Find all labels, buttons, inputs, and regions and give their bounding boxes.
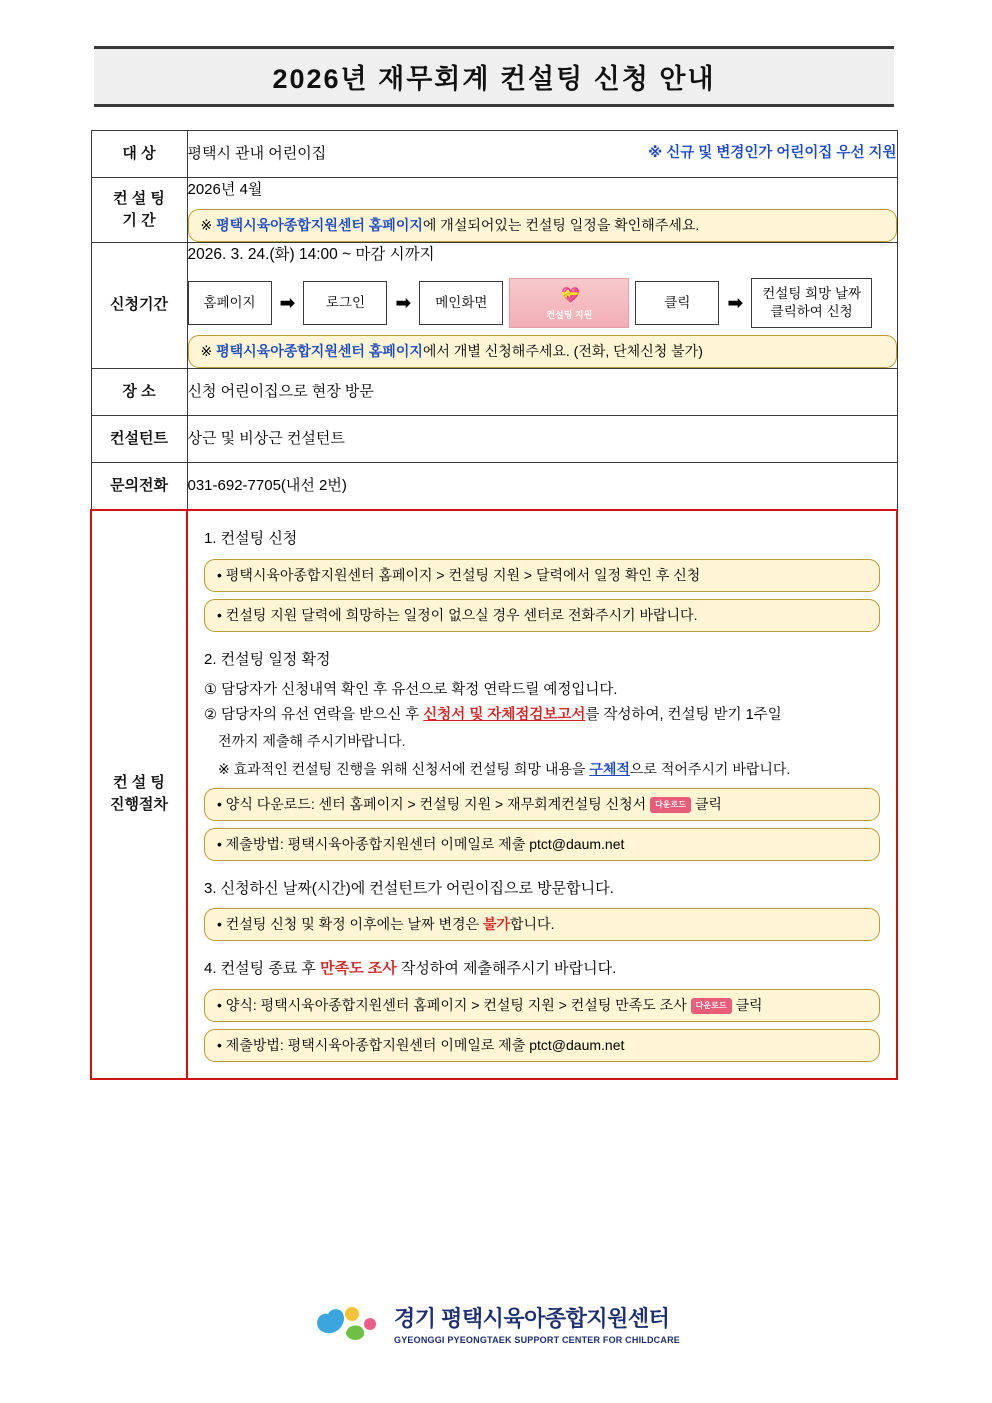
procedure-step1-highlight-1: • 평택시육아종합지원센터 홈페이지 > 컨설팅 지원 > 달력에서 일정 확인 후 신청 [204,559,880,592]
consulting-support-banner [509,278,629,328]
document-title-bar [94,46,894,107]
procedure-step2-item2-cont: 전까지 제출해 주시기바랍니다. [218,732,406,749]
step4-hl1-b: 클릭 [731,996,763,1013]
step2-note-blue: 구체적 [589,761,630,778]
row-label-procedure: 컨 설 팅 진행절차 [91,510,187,1079]
step3-hl-b: 합니다. [510,916,555,933]
step3-hl-red: 불가 [482,916,510,933]
step3-hl-a: • 컨설팅 신청 및 확정 이후에는 날짜 변경은 [217,916,483,933]
apply-flow-diagram [188,278,897,328]
period-hl-prefix: ※ [200,217,217,233]
row-value-target [187,131,897,178]
flow-step-login: 로그인 [303,281,387,325]
arrow-icon: ➡ [727,292,744,314]
info-table [90,130,898,1080]
period-hl-rest: 에 개설되어있는 컨설팅 일정을 확인해주세요. [422,217,700,233]
table-row-procedure [91,510,897,1079]
step4-title-b: 작성하여 제출해주시기 바랍니다. [396,960,617,978]
period-value: 2026년 4월 [187,181,263,198]
step2-note-b: 으로 적어주시기 바랍니다. [629,761,791,778]
target-note: ※ 신규 및 변경인가 어린이집 우선 지원 [648,145,897,162]
table-row-phone [91,463,897,511]
procedure-step2-note [218,758,880,781]
arrow-icon: ➡ [395,292,412,314]
flow-step-homepage: 홈페이지 [188,281,272,325]
hearts-icon: 💝 [561,286,578,304]
procedure-step4-title [204,957,880,981]
procedure-step3-highlight [204,908,880,941]
footer-logo-sub: GYEONGGI PYEONGTAEK SUPPORT CENTER FOR CHILDCARE [394,1334,680,1345]
table-row-period [91,178,897,243]
procedure-step3-title: 3. 신청하신 날짜(시간)에 컨설턴트가 어린이집으로 방문합니다. [204,880,614,898]
row-value-phone: 031-692-7705(내선 2번) [187,463,897,511]
row-label-period: 컨 설 팅 기 간 [91,178,187,243]
apply-hl-rest: 에서 개별 신청해주세요. (전화, 단체신청 불가) [422,343,703,360]
table-row-target [91,131,897,178]
row-label-target: 대 상 [91,131,187,178]
apply-hl-prefix: ※ [200,343,217,360]
apply-hl-blue: 평택시육아종합지원센터 홈페이지 [216,343,423,360]
procedure-step2-item1: ① 담당자가 신청내역 확인 후 유선으로 확정 연락드릴 예정입니다. [204,681,618,698]
flow-step-click: 클릭 [635,281,719,325]
apply-highlight [188,335,897,368]
row-value-consultant: 상근 및 비상근 컨설턴트 [187,416,897,463]
procedure-step2-highlight-1 [204,788,880,821]
procedure-step2-highlight-2: • 제출방법: 평택시육아종합지원센터 이메일로 제출 ptct@daum.net [204,828,880,861]
table-row-place [91,369,897,416]
flow-step-mainscreen: 메인화면 [419,281,503,325]
row-label-consultant: 컨설턴트 [91,416,187,463]
row-value-place: 신청 어린이집으로 현장 방문 [187,369,897,416]
procedure-step4-highlight-1 [204,989,880,1022]
download-badge-icon[interactable]: 다운로드 [691,998,732,1014]
row-value-period [187,178,897,243]
arrow-icon: ➡ [279,292,296,314]
apply-date: 2026. 3. 24.(화) 14:00 ~ 마감 시까지 [187,246,435,263]
procedure-step2-item2 [204,704,880,727]
center-logo-icon [312,1300,382,1346]
step4-title-a: 4. 컨설팅 종료 후 [204,960,321,978]
page-title: 2026년 재무회계 컨설팅 신청 안내 [272,64,716,94]
footer-logo [0,1300,992,1346]
procedure-step2-title: 2. 컨설팅 일정 확정 [204,650,331,668]
row-value-apply [187,243,897,369]
procedure-step4-highlight-2: • 제출방법: 평택시육아종합지원센터 이메일로 제출 ptct@daum.net [204,1029,880,1062]
table-row-consultant [91,416,897,463]
procedure-step1-highlight-2: • 컨설팅 지원 달력에 희망하는 일정이 없으실 경우 센터로 전화주시기 바랍니다. [204,599,880,632]
step4-hl1-a: • 양식: 평택시육아종합지원센터 홈페이지 > 컨설팅 지원 > 컨설팅 만족도 조사 [217,996,691,1013]
step2-hl1-b: 클릭 [691,796,722,813]
step2-item2-b: 를 작성하여, 컨설팅 받기 1주일 [585,707,782,724]
footer-logo-text [394,1302,680,1345]
row-label-place: 장 소 [91,369,187,416]
target-value: 평택시 관내 어린이집 [187,145,327,162]
flow-step-select-date-l1: 컨설팅 희망 날짜 [762,285,862,301]
flow-step-select-date-l2: 클릭하여 신청 [770,304,853,320]
step2-hl1-a: • 양식 다운로드: 센터 홈페이지 > 컨설팅 지원 > 재무회계컨설팅 신청서 [217,796,651,813]
row-value-procedure [187,510,897,1079]
step4-title-red: 만족도 조사 [320,960,397,978]
flow-step-select-date [751,278,872,328]
row-label-phone: 문의전화 [91,463,187,511]
step2-item2-red: 신청서 및 자체점검보고서 [423,707,586,724]
banner-label: 컨설팅 지원 [546,309,593,320]
table-row-apply [91,243,897,369]
step2-note-a: ※ 효과적인 컨설팅 진행을 위해 신청서에 컨설팅 희망 내용을 [218,761,590,778]
procedure-step1-title: 1. 컨설팅 신청 [204,530,298,548]
row-label-apply: 신청기간 [91,243,187,369]
footer-logo-main: 경기 평택시육아종합지원센터 [394,1305,670,1331]
download-badge-icon[interactable]: 다운로드 [650,797,691,813]
step2-item2-a: ② 담당자의 유선 연락을 받으신 후 [204,707,424,724]
period-highlight [188,209,897,242]
period-hl-blue: 평택시육아종합지원센터 홈페이지 [216,217,423,233]
